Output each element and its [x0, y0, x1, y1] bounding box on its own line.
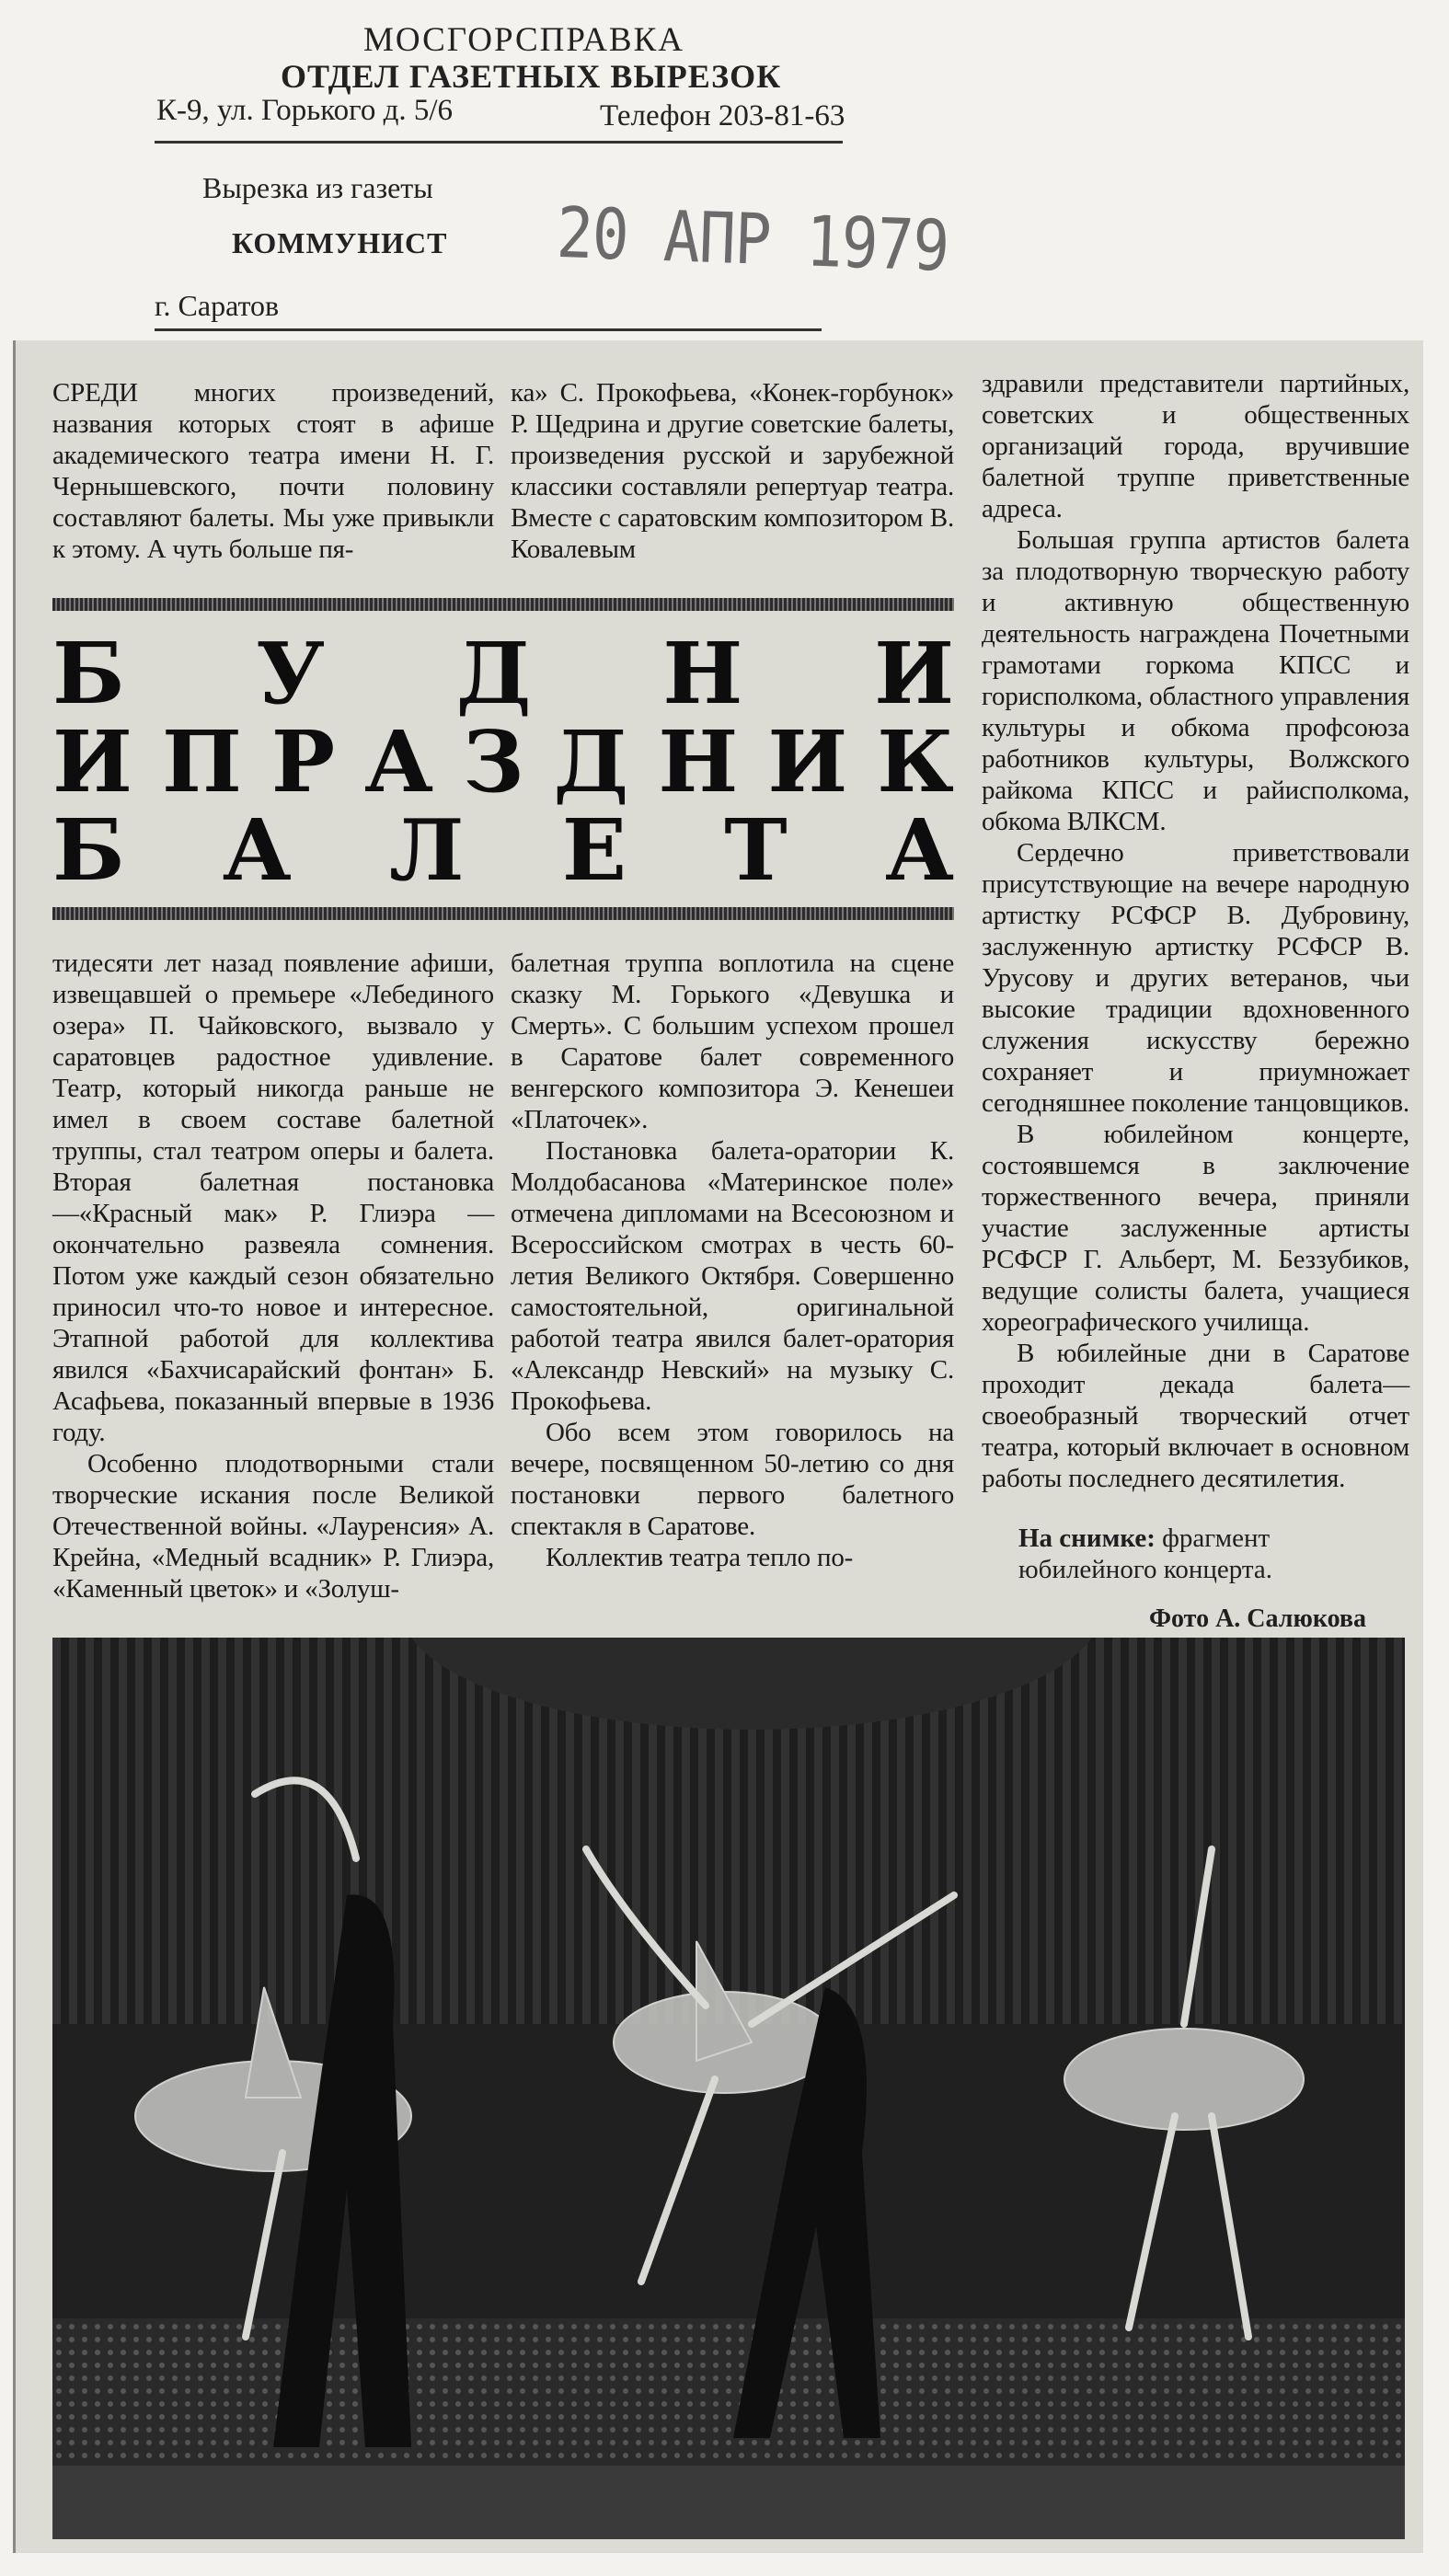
- article-paragraph: Коллектив театра тепло по-: [546, 1543, 854, 1572]
- agency-name: МОСГОРСПРАВКА: [363, 21, 685, 59]
- clipping-label: Вырезка из газеты: [202, 171, 433, 204]
- ballet-photo: [52, 1638, 1405, 2539]
- newspaper-name: КОММУНИСТ: [232, 226, 448, 259]
- headline-line-1: Б У Д Н И: [52, 624, 954, 723]
- headline-line-2: И П Р А З Д Н И К: [52, 712, 954, 811]
- phone-number: Телефон 203-81-63: [600, 99, 845, 132]
- article-column-3: [982, 368, 1409, 1494]
- article-paragraph: балетная труппа воплотила на сцене сказку М. Горького «Девушка и Смерть». С большим успехом прошел в Саратове балет современного венгерского композитора Э. Кенешеи «Платочек».: [511, 949, 954, 1134]
- photo-caption: [1018, 1523, 1405, 1585]
- city-rule: [155, 328, 822, 331]
- headline-bottom-rule: [52, 907, 954, 920]
- photo-credit: Фото А. Салюкова: [1149, 1604, 1367, 1633]
- address: К-9, ул. Горького д. 5/6: [156, 94, 454, 127]
- article-intro: СРЕДИ многих произведений, названия которых стоят в афише академического театра имени Н. Г. Чернышевского, почти половину составляют балеты. Мы уже привыкли к этому. А чуть больше пя-: [52, 378, 494, 564]
- article-paragraph: здравили представители партийных, советских и общественных организаций города, вручившие балетной труппе приветственные адреса.: [982, 369, 1409, 523]
- article-column-1: [52, 377, 494, 565]
- article-paragraph: Особенно плодотворными стали творческие искания после Великой Отечественной войны. «Лауренсия» А. Крейна, «Медный всадник» Р. Глиэра, «Каменный цветок» и «Золуш-: [52, 1449, 494, 1604]
- department-name: ОТДЕЛ ГАЗЕТНЫХ ВЫРЕЗОК: [281, 58, 782, 95]
- article-column-2: [511, 377, 954, 565]
- article-paragraph: Обо всем этом говорилось на вечере, посвященном 50-летию со дня постановки первого балетного спектакля в Саратове.: [511, 1418, 954, 1541]
- caption-text: фрагмент юбилейного концерта.: [1018, 1524, 1273, 1584]
- headline-top-rule: [52, 598, 954, 611]
- article-paragraph: В юбилейные дни в Саратове проходит декада балета—своеобразный творческий отчет театра, который включает в основном работы последнего десятилетия.: [982, 1339, 1409, 1493]
- article-text: ка» С. Прокофьева, «Конек-горбунок» Р. Щедрина и другие советские балеты, произведения русской и зарубежной классики составляли репертуар театра. Вместе с саратовским композитором В. Ковалевым: [511, 378, 954, 564]
- header-rule: [155, 141, 843, 144]
- newspaper-clipping: [13, 340, 1423, 2553]
- date-stamp: 20 АПР 1979: [555, 191, 950, 288]
- article-column-4: [52, 948, 494, 1604]
- headline-line-3: Б А Л Е Т А: [52, 800, 954, 900]
- ballet-photo-image: [52, 1638, 1405, 2539]
- article-paragraph: Большая группа артистов балета за плодотворную творческую работу и активную общественную деятельность награждена Почетными грамотами горкома КПСС и горисполкома, областного управления культуры и обкома профсоюза работников культуры, Волжского райкома КПСС и райисполкома, обкома ВЛКСМ.: [982, 525, 1409, 836]
- article-column-5: [511, 948, 954, 1573]
- article-paragraph: Постановка балета-оратории К. Молдобасанова «Материнское поле» отмечена дипломами на Всесоюзном и Всероссийском смотрах в честь 60-летия Великого Октября. Совершенно самостоятельной, оригинальной работой театра явился балет-оратория «Александр Невский» на музыку С. Прокофьева.: [511, 1136, 954, 1416]
- caption-lead: На снимке:: [1018, 1524, 1156, 1553]
- article-paragraph: Сердечно приветствовали присутствующие на вечере народную артистку РСФСР В. Дубровину, заслуженную артистку РСФСР В. Урусову и других ветеранов, чьи высокие традиции вдохновенного служения искусству бережно сохраняет и приумножает сегодняшнее поколение танцовщиков.: [982, 838, 1409, 1118]
- article-paragraph: В юбилейном концерте, состоявшемся в заключение торжественного вечера, приняли участие заслуженные артисты РСФСР Г. Альберт, М. Беззубиков, ведущие солисты балета, учащиеся хореографического училища.: [982, 1120, 1409, 1337]
- article-paragraph: тидесяти лет назад появление афиши, извещавшей о премьере «Лебединого озера» П. Чайковского, вызвало у саратовцев радостное удивление. Театр, который никогда раньше не имел в своем составе балетной труппы, стал театром оперы и балета. Вторая балетная постановка—«Красный мак» Р. Глиэра — окончательно развеяла сомнения. Потом уже каждый сезон обязательно приносил что-то новое и интересное. Этапной работой для коллектива явился «Бахчисарайский фонтан» Б. Асафьева, показанный впервые в 1936 году.: [52, 949, 494, 1447]
- city: г. Саратов: [155, 289, 280, 322]
